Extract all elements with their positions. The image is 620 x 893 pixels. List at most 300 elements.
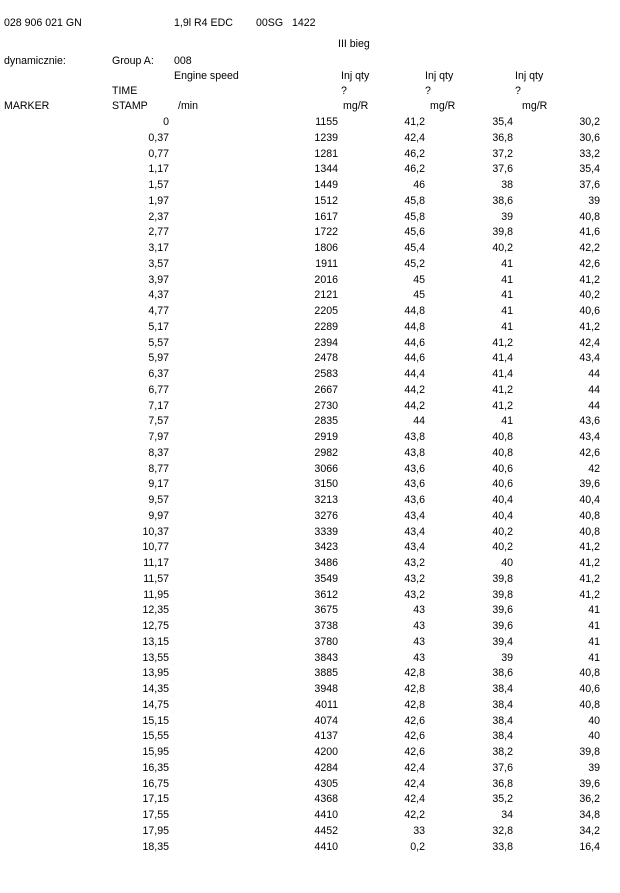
time-stamp-cell: 13,55 xyxy=(142,651,169,664)
table-row xyxy=(0,401,620,417)
inj-qty-2-cell: 41 xyxy=(501,415,513,428)
inj-qty-3-cell: 30,6 xyxy=(579,131,600,144)
inj-qty-2-cell: 39,8 xyxy=(492,572,513,585)
table-row xyxy=(0,621,620,637)
inj-qty-2-cell: 38,4 xyxy=(492,730,513,743)
inj-qty-2-cell: 41,2 xyxy=(492,399,513,412)
engine-speed-cell: 3612 xyxy=(314,588,338,601)
col-header-marker: MARKER xyxy=(4,100,50,112)
inj-qty-1-cell: 44,6 xyxy=(404,336,425,349)
engine-speed-cell: 1911 xyxy=(315,257,338,270)
inj-qty-1-cell: 43,6 xyxy=(404,494,425,506)
table-row xyxy=(0,149,620,165)
inj-qty-2-cell: 38,4 xyxy=(492,683,513,695)
engine-speed-cell: 4137 xyxy=(314,730,338,743)
inj-qty-1-cell: 44,4 xyxy=(404,368,425,380)
table-row xyxy=(0,684,620,700)
inj-qty-3-cell: 39,6 xyxy=(579,478,600,491)
inj-qty-3-cell: 41,2 xyxy=(579,572,600,585)
inj-qty-1-cell: 44,8 xyxy=(404,305,425,317)
inj-qty-2-cell: 40 xyxy=(501,557,513,569)
engine-speed-cell: 1344 xyxy=(314,163,338,176)
inj-qty-3-cell: 40 xyxy=(588,730,600,743)
table-row xyxy=(0,290,620,306)
inj-qty-3-cell: 42,6 xyxy=(579,446,600,459)
inj-qty-3-cell: 40,6 xyxy=(579,683,600,695)
time-stamp-cell: 8,37 xyxy=(148,446,169,459)
inj-qty-1-cell: 42,4 xyxy=(404,761,425,774)
inj-qty-1-cell: 0,2 xyxy=(410,840,425,853)
engine-speed-cell: 4410 xyxy=(314,809,338,821)
inj-qty-3-cell: 39,6 xyxy=(579,777,600,790)
engine-speed-cell: 3675 xyxy=(314,604,338,617)
inj-qty-1-cell: 42,4 xyxy=(404,131,425,144)
time-stamp-cell: 17,55 xyxy=(142,809,169,821)
table-row xyxy=(0,369,620,385)
inj-qty-1-cell: 45,8 xyxy=(404,210,425,223)
engine-speed-cell: 2016 xyxy=(314,273,338,286)
inj-qty-2-cell: 41,2 xyxy=(492,336,513,349)
inj-qty-1-cell: 42,4 xyxy=(404,793,425,806)
inj-qty-1-cell: 45,8 xyxy=(404,194,425,207)
engine-speed-cell: 3948 xyxy=(314,683,338,695)
col-header-mgr-3: mg/R xyxy=(522,100,548,112)
time-stamp-cell: 2,77 xyxy=(148,226,169,239)
inj-qty-3-cell: 36,2 xyxy=(579,793,600,806)
inj-qty-1-cell: 33 xyxy=(413,824,425,837)
table-row xyxy=(0,180,620,196)
inj-qty-3-cell: 42,4 xyxy=(579,336,600,349)
inj-qty-1-cell: 42,8 xyxy=(404,683,425,695)
table-row xyxy=(0,479,620,495)
inj-qty-1-cell: 43,6 xyxy=(404,478,425,491)
inj-qty-2-cell: 40,6 xyxy=(492,462,513,475)
inj-qty-2-cell: 35,2 xyxy=(492,793,513,806)
engine-speed-cell: 4452 xyxy=(314,824,338,837)
table-row xyxy=(0,700,620,716)
time-stamp-cell: 12,75 xyxy=(142,620,169,632)
engine-speed-cell: 4368 xyxy=(314,793,338,806)
data-table xyxy=(0,117,620,857)
table-row xyxy=(0,338,620,354)
inj-qty-3-cell: 41,2 xyxy=(579,557,600,569)
inj-qty-2-cell: 32,8 xyxy=(492,824,513,837)
table-row xyxy=(0,432,620,448)
inj-qty-3-cell: 41 xyxy=(588,620,600,632)
time-stamp-cell: 1,57 xyxy=(148,179,169,191)
inj-qty-1-cell: 44,6 xyxy=(404,352,425,365)
inj-qty-3-cell: 39,8 xyxy=(579,746,600,758)
engine-speed-cell: 3843 xyxy=(314,651,338,664)
inj-qty-2-cell: 39,6 xyxy=(492,620,513,632)
inj-qty-2-cell: 41 xyxy=(501,273,513,286)
inj-qty-3-cell: 37,6 xyxy=(579,179,600,191)
time-stamp-cell: 8,77 xyxy=(148,462,169,475)
engine-speed-cell: 1155 xyxy=(315,116,338,128)
time-stamp-cell: 0,77 xyxy=(148,147,169,160)
inj-qty-2-cell: 41 xyxy=(501,305,513,317)
inj-qty-3-cell: 44 xyxy=(588,383,600,396)
engine-code: 00SG xyxy=(256,17,284,29)
table-row xyxy=(0,495,620,511)
inj-qty-1-cell: 42,6 xyxy=(404,746,425,758)
inj-qty-3-cell: 40,6 xyxy=(579,305,600,317)
engine-speed-cell: 2982 xyxy=(314,446,338,459)
table-row xyxy=(0,464,620,480)
engine-speed-cell: 4284 xyxy=(314,761,338,774)
engine-speed-cell: 3780 xyxy=(314,635,338,648)
col-header-inj-qty-2: Inj qty xyxy=(425,70,454,82)
inj-qty-1-cell: 45 xyxy=(413,273,425,286)
inj-qty-2-cell: 40,4 xyxy=(492,509,513,522)
inj-qty-1-cell: 43,6 xyxy=(404,462,425,475)
inj-qty-2-cell: 38 xyxy=(501,179,513,191)
inj-qty-2-cell: 39,6 xyxy=(492,604,513,617)
table-row xyxy=(0,416,620,432)
time-stamp-cell: 9,57 xyxy=(148,494,169,506)
inj-qty-2-cell: 40,2 xyxy=(492,541,513,554)
inj-qty-1-cell: 43,4 xyxy=(404,541,425,554)
engine-speed-cell: 2205 xyxy=(314,305,338,317)
inj-qty-3-cell: 30,2 xyxy=(579,116,600,128)
time-stamp-cell: 11,17 xyxy=(143,557,169,569)
inj-qty-1-cell: 46 xyxy=(413,179,425,191)
col-header-engine-speed: Engine speed xyxy=(174,70,239,82)
time-stamp-cell: 13,15 xyxy=(142,635,169,648)
engine-speed-cell: 3276 xyxy=(314,509,338,522)
table-row xyxy=(0,605,620,621)
mode-label: dynamicznie: xyxy=(4,55,66,67)
engine-speed-cell: 2289 xyxy=(314,320,338,333)
engine-speed-cell: 3738 xyxy=(314,620,338,632)
table-row xyxy=(0,558,620,574)
engine-speed-cell: 3423 xyxy=(314,541,338,554)
engine-speed-cell: 2394 xyxy=(314,336,338,349)
table-row xyxy=(0,763,620,779)
inj-qty-1-cell: 45 xyxy=(413,289,425,302)
inj-qty-1-cell: 43 xyxy=(413,651,425,664)
inj-qty-1-cell: 42,8 xyxy=(404,698,425,711)
inj-qty-1-cell: 43,8 xyxy=(404,446,425,459)
gear-label: III bieg xyxy=(338,38,370,50)
time-stamp-cell: 7,17 xyxy=(148,399,169,412)
engine-speed-cell: 4305 xyxy=(314,777,338,790)
col-header-inj-qty-3: Inj qty xyxy=(515,70,544,82)
table-row xyxy=(0,196,620,212)
inj-qty-1-cell: 45,2 xyxy=(404,257,425,270)
inj-qty-2-cell: 38,6 xyxy=(492,194,513,207)
inj-qty-1-cell: 42,8 xyxy=(404,667,425,680)
inj-qty-3-cell: 43,4 xyxy=(579,352,600,365)
table-row xyxy=(0,212,620,228)
inj-qty-3-cell: 40,8 xyxy=(579,509,600,522)
time-stamp-cell: 6,37 xyxy=(148,368,169,380)
inj-qty-2-cell: 39,8 xyxy=(492,226,513,239)
table-row xyxy=(0,133,620,149)
inj-qty-1-cell: 41,2 xyxy=(404,116,425,128)
engine-speed-cell: 3549 xyxy=(314,572,338,585)
inj-qty-1-cell: 45,4 xyxy=(404,242,425,254)
inj-qty-2-cell: 38,6 xyxy=(492,667,513,680)
table-row xyxy=(0,306,620,322)
inj-qty-2-cell: 40,4 xyxy=(492,494,513,506)
time-stamp-cell: 13,95 xyxy=(142,667,169,680)
inj-qty-2-cell: 34 xyxy=(501,809,513,821)
inj-qty-3-cell: 35,4 xyxy=(579,163,600,176)
table-row xyxy=(0,448,620,464)
engine-speed-cell: 4200 xyxy=(314,746,338,758)
inj-qty-3-cell: 44 xyxy=(588,368,600,380)
inj-qty-3-cell: 42 xyxy=(588,462,600,475)
inj-qty-3-cell: 40 xyxy=(588,714,600,727)
time-stamp-cell: 7,97 xyxy=(148,431,169,443)
inj-qty-1-cell: 42,6 xyxy=(404,714,425,727)
table-row xyxy=(0,164,620,180)
time-stamp-cell: 16,75 xyxy=(142,777,169,790)
inj-qty-1-cell: 43 xyxy=(413,635,425,648)
time-stamp-cell: 7,57 xyxy=(148,415,169,428)
time-stamp-cell: 4,37 xyxy=(148,289,169,302)
table-row xyxy=(0,747,620,763)
inj-qty-1-cell: 46,2 xyxy=(404,163,425,176)
engine-speed-cell: 1449 xyxy=(314,179,338,191)
table-row xyxy=(0,511,620,527)
inj-qty-2-cell: 40,2 xyxy=(492,242,513,254)
table-row xyxy=(0,731,620,747)
engine-speed-cell: 2919 xyxy=(314,431,338,443)
engine-speed-cell: 2835 xyxy=(314,415,338,428)
inj-qty-3-cell: 34,2 xyxy=(579,824,600,837)
inj-qty-3-cell: 41,2 xyxy=(579,273,600,286)
col-header-time: TIME xyxy=(112,85,138,97)
table-row xyxy=(0,574,620,590)
inj-qty-1-cell: 44,8 xyxy=(404,320,425,333)
time-stamp-cell: 0 xyxy=(163,116,169,128)
inj-qty-2-cell: 37,6 xyxy=(492,163,513,176)
time-stamp-cell: 6,77 xyxy=(148,383,169,396)
col-header-mgr-1: mg/R xyxy=(343,100,369,112)
col-header-per-min: /min xyxy=(178,100,199,112)
inj-qty-3-cell: 40,8 xyxy=(579,525,600,538)
inj-qty-1-cell: 43,2 xyxy=(404,572,425,585)
inj-qty-3-cell: 33,2 xyxy=(579,147,600,160)
table-row xyxy=(0,275,620,291)
inj-qty-3-cell: 43,4 xyxy=(579,431,600,443)
inj-qty-3-cell: 41,6 xyxy=(579,226,600,239)
engine-speed-cell: 2478 xyxy=(314,352,338,365)
inj-qty-2-cell: 39 xyxy=(501,651,513,664)
inj-qty-3-cell: 39 xyxy=(588,761,600,774)
time-stamp-cell: 11,57 xyxy=(143,572,169,585)
inj-qty-2-cell: 33,8 xyxy=(492,840,513,853)
inj-qty-3-cell: 44 xyxy=(588,399,600,412)
inj-qty-1-cell: 42,6 xyxy=(404,730,425,743)
inj-qty-1-cell: 46,2 xyxy=(404,147,425,160)
inj-qty-1-cell: 44,2 xyxy=(404,383,425,396)
inj-qty-3-cell: 40,2 xyxy=(579,289,600,302)
table-row xyxy=(0,668,620,684)
time-stamp-cell: 15,95 xyxy=(142,746,169,758)
inj-qty-3-cell: 41,2 xyxy=(579,541,600,554)
table-row xyxy=(0,322,620,338)
col-header-q-2: ? xyxy=(425,85,431,97)
time-stamp-cell: 4,77 xyxy=(148,305,169,317)
inj-qty-3-cell: 40,8 xyxy=(579,210,600,223)
table-row xyxy=(0,385,620,401)
engine-speed-cell: 1722 xyxy=(314,226,338,239)
engine-speed-cell: 3339 xyxy=(314,525,338,538)
time-stamp-cell: 10,77 xyxy=(142,541,169,554)
inj-qty-2-cell: 36,8 xyxy=(492,777,513,790)
inj-qty-2-cell: 40,2 xyxy=(492,525,513,538)
engine-speed-cell: 3213 xyxy=(314,494,338,506)
time-stamp-cell: 2,37 xyxy=(148,210,169,223)
table-row xyxy=(0,527,620,543)
engine-speed-cell: 1239 xyxy=(314,131,338,144)
time-stamp-cell: 5,57 xyxy=(148,336,169,349)
engine-speed-cell: 3885 xyxy=(314,667,338,680)
inj-qty-2-cell: 41,2 xyxy=(492,383,513,396)
col-header-q-1: ? xyxy=(341,85,347,97)
inj-qty-2-cell: 39,8 xyxy=(492,588,513,601)
group-label: Group A: xyxy=(112,55,154,67)
inj-qty-3-cell: 41 xyxy=(588,604,600,617)
inj-qty-3-cell: 42,6 xyxy=(579,257,600,270)
engine-speed-cell: 1617 xyxy=(314,210,338,223)
col-header-q-3: ? xyxy=(515,85,521,97)
inj-qty-1-cell: 42,4 xyxy=(404,777,425,790)
inj-qty-2-cell: 41,4 xyxy=(492,352,513,365)
part-number: 028 906 021 GN xyxy=(4,17,82,29)
time-stamp-cell: 5,97 xyxy=(148,352,169,365)
engine-speed-cell: 3486 xyxy=(314,557,338,569)
group-value: 008 xyxy=(174,55,192,67)
inj-qty-1-cell: 43,2 xyxy=(404,588,425,601)
inj-qty-2-cell: 41 xyxy=(501,320,513,333)
inj-qty-2-cell: 40,8 xyxy=(492,431,513,443)
engine-speed-cell: 2583 xyxy=(314,368,338,380)
table-row xyxy=(0,810,620,826)
inj-qty-2-cell: 38,2 xyxy=(492,746,513,758)
engine-speed-cell: 2730 xyxy=(314,399,338,412)
table-row xyxy=(0,779,620,795)
engine-speed-cell: 2667 xyxy=(314,383,338,396)
time-stamp-cell: 3,97 xyxy=(148,273,169,286)
inj-qty-1-cell: 43,2 xyxy=(404,557,425,569)
time-stamp-cell: 1,97 xyxy=(148,194,169,207)
table-row xyxy=(0,637,620,653)
inj-qty-2-cell: 40,8 xyxy=(492,446,513,459)
time-stamp-cell: 15,55 xyxy=(142,730,169,743)
table-row xyxy=(0,842,620,858)
inj-qty-2-cell: 40,6 xyxy=(492,478,513,491)
table-row xyxy=(0,826,620,842)
engine-speed-cell: 1512 xyxy=(314,194,338,207)
inj-qty-2-cell: 38,4 xyxy=(492,714,513,727)
inj-qty-1-cell: 43 xyxy=(413,620,425,632)
time-stamp-cell: 12,35 xyxy=(142,604,169,617)
time-stamp-cell: 15,15 xyxy=(142,714,169,727)
inj-qty-2-cell: 38,4 xyxy=(492,698,513,711)
inj-qty-2-cell: 39,4 xyxy=(492,635,513,648)
time-stamp-cell: 9,97 xyxy=(148,509,169,522)
inj-qty-3-cell: 41 xyxy=(588,635,600,648)
inj-qty-1-cell: 42,2 xyxy=(404,809,425,821)
time-stamp-cell: 16,35 xyxy=(142,761,169,774)
inj-qty-3-cell: 39 xyxy=(588,194,600,207)
inj-qty-2-cell: 37,6 xyxy=(492,761,513,774)
inj-qty-3-cell: 42,2 xyxy=(579,242,600,254)
inj-qty-2-cell: 39 xyxy=(501,210,513,223)
engine-speed-cell: 2121 xyxy=(314,289,338,302)
inj-qty-1-cell: 43,4 xyxy=(404,509,425,522)
time-stamp-cell: 18,35 xyxy=(142,840,169,853)
time-stamp-cell: 3,57 xyxy=(148,257,169,270)
table-row xyxy=(0,716,620,732)
inj-qty-2-cell: 41 xyxy=(501,289,513,302)
time-stamp-cell: 14,35 xyxy=(142,683,169,695)
time-stamp-cell: 3,17 xyxy=(148,242,169,254)
inj-qty-1-cell: 44 xyxy=(413,415,425,428)
table-row xyxy=(0,353,620,369)
inj-qty-3-cell: 41,2 xyxy=(579,588,600,601)
table-row xyxy=(0,259,620,275)
inj-qty-1-cell: 45,6 xyxy=(404,226,425,239)
inj-qty-2-cell: 41 xyxy=(501,257,513,270)
engine-speed-cell: 4410 xyxy=(314,840,338,853)
engine-speed-cell: 3150 xyxy=(314,478,338,491)
table-row xyxy=(0,794,620,810)
inj-qty-3-cell: 41 xyxy=(588,651,600,664)
time-stamp-cell: 0,37 xyxy=(148,131,169,144)
time-stamp-cell: 17,15 xyxy=(142,793,169,806)
table-row xyxy=(0,542,620,558)
time-stamp-cell: 11,95 xyxy=(143,588,169,601)
engine-label: 1,9l R4 EDC xyxy=(174,17,233,29)
inj-qty-2-cell: 41,4 xyxy=(492,368,513,380)
engine-speed-cell: 1281 xyxy=(314,147,338,160)
table-row xyxy=(0,227,620,243)
col-header-mgr-2: mg/R xyxy=(430,100,456,112)
inj-qty-3-cell: 16,4 xyxy=(579,840,600,853)
inj-qty-3-cell: 34,8 xyxy=(579,809,600,821)
time-stamp-cell: 17,95 xyxy=(142,824,169,837)
inj-qty-2-cell: 37,2 xyxy=(492,147,513,160)
engine-speed-cell: 4074 xyxy=(314,714,338,727)
inj-qty-1-cell: 43,4 xyxy=(404,525,425,538)
engine-speed-cell: 1806 xyxy=(314,242,338,254)
col-header-inj-qty-1: Inj qty xyxy=(341,70,370,82)
engine-speed-cell: 4011 xyxy=(315,698,338,711)
table-row xyxy=(0,653,620,669)
inj-qty-2-cell: 36,8 xyxy=(492,131,513,144)
time-stamp-cell: 5,17 xyxy=(148,320,169,333)
time-stamp-cell: 9,17 xyxy=(148,478,169,491)
col-header-stamp: STAMP xyxy=(112,100,148,112)
inj-qty-3-cell: 41,2 xyxy=(579,320,600,333)
time-stamp-cell: 1,17 xyxy=(148,163,169,176)
table-row xyxy=(0,117,620,133)
inj-qty-1-cell: 43,8 xyxy=(404,431,425,443)
inj-qty-3-cell: 40,4 xyxy=(579,494,600,506)
time-stamp-cell: 10,37 xyxy=(142,525,169,538)
inj-qty-1-cell: 44,2 xyxy=(404,399,425,412)
time-stamp-cell: 14,75 xyxy=(142,698,169,711)
revision: 1422 xyxy=(292,17,316,29)
inj-qty-2-cell: 35,4 xyxy=(492,116,513,128)
inj-qty-3-cell: 40,8 xyxy=(579,667,600,680)
engine-speed-cell: 3066 xyxy=(314,462,338,475)
